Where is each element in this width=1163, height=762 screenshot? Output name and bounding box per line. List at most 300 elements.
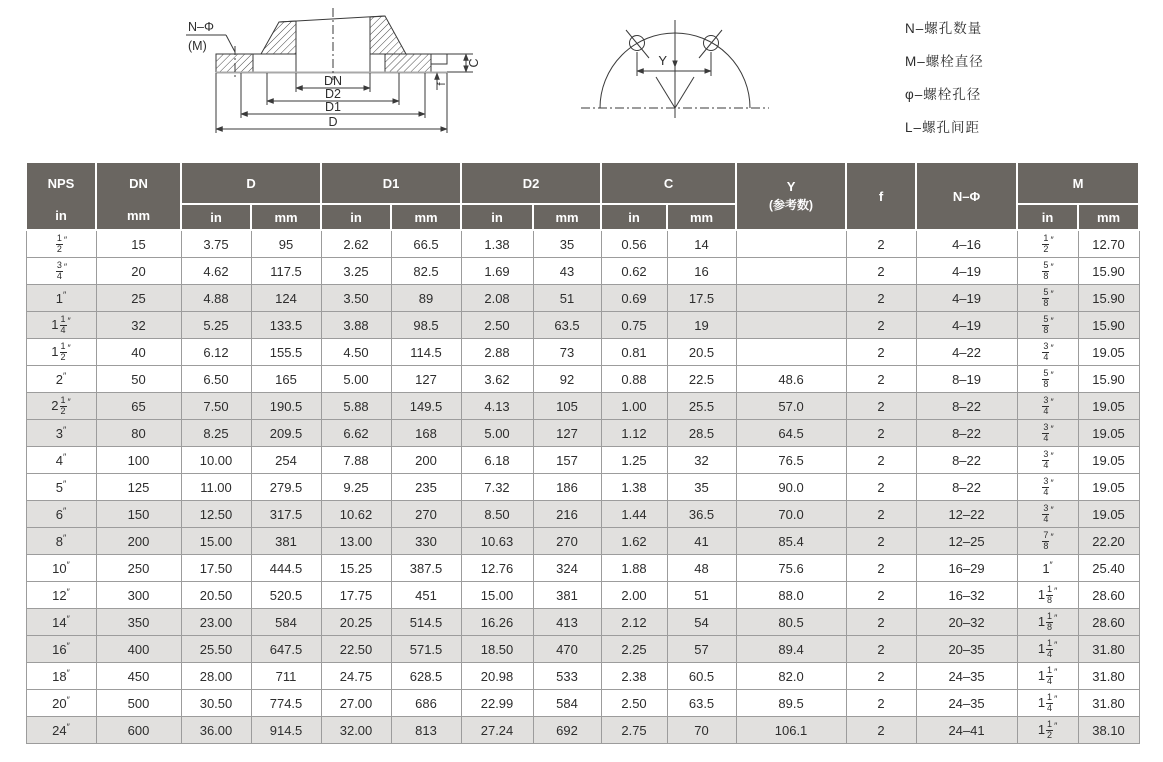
cell-m_mm: 19.05 [1078,501,1139,528]
header-d1-mm: mm [391,204,461,230]
cell-d1_mm: 149.5 [391,393,461,420]
cell-c_mm: 60.5 [667,663,736,690]
cell-nps: $\frac{3}{4}$ ″ [26,258,96,285]
cell-dn: 600 [96,717,181,744]
cell-d_in: 10.00 [181,447,251,474]
cell-c_mm: 41 [667,528,736,555]
cell-d1_in: 7.88 [321,447,391,474]
cell-m_in: $\frac{1}{2}$ ″ [1017,230,1078,258]
cell-nps: 3″ [26,420,96,447]
cell-c_mm: 19 [667,312,736,339]
cell-f: 2 [846,609,916,636]
cell-c_mm: 54 [667,609,736,636]
header-d: D [181,162,321,204]
cell-d_in: 36.00 [181,717,251,744]
cell-dn: 500 [96,690,181,717]
header-y: Y (参考数) [736,162,846,230]
header-d2-mm: mm [533,204,601,230]
cell-m_mm: 19.05 [1078,339,1139,366]
cell-d1_in: 27.00 [321,690,391,717]
cell-y [736,230,846,258]
cell-d1_in: 3.88 [321,312,391,339]
cell-d1_mm: 571.5 [391,636,461,663]
cell-d1_in: 32.00 [321,717,391,744]
cell-f: 2 [846,636,916,663]
cell-d_in: 12.50 [181,501,251,528]
cell-f: 2 [846,447,916,474]
legend-item-phi: φ–螺栓孔径 [905,87,982,102]
cell-y: 106.1 [736,717,846,744]
cell-d1_in: 9.25 [321,474,391,501]
cell-m_mm: 19.05 [1078,447,1139,474]
table-row [26,609,1139,636]
cell-nps: 16″ [26,636,96,663]
cell-c_mm: 51 [667,582,736,609]
cell-y: 89.4 [736,636,846,663]
cell-d2_mm: 692 [533,717,601,744]
cell-n_phi: 4–19 [916,285,1017,312]
cell-d1_in: 3.50 [321,285,391,312]
cell-nps: 18″ [26,663,96,690]
cell-y [736,258,846,285]
cell-c_mm: 36.5 [667,501,736,528]
cell-f: 2 [846,258,916,285]
cell-d_in: 28.00 [181,663,251,690]
cell-c_in: 1.88 [601,555,667,582]
table-header [26,162,1139,230]
table-body [26,230,1139,744]
cell-d2_in: 27.24 [461,717,533,744]
cell-nps: 1 $\frac{1}{4}$ ″ [26,312,96,339]
cell-d_in: 5.25 [181,312,251,339]
dn-label: DN [323,74,343,88]
cell-n_phi: 4–19 [916,312,1017,339]
cell-dn: 300 [96,582,181,609]
cell-d2_in: 2.50 [461,312,533,339]
cell-f: 2 [846,285,916,312]
cell-m_in: $\frac{3}{4}$ ″ [1017,501,1078,528]
cell-y: 85.4 [736,528,846,555]
cell-d_mm: 190.5 [251,393,321,420]
cell-d2_mm: 157 [533,447,601,474]
cell-c_in: 1.62 [601,528,667,555]
cell-c_mm: 63.5 [667,690,736,717]
table-row [26,339,1139,366]
cell-n_phi: 20–35 [916,636,1017,663]
cell-d1_mm: 387.5 [391,555,461,582]
cell-d_in: 4.62 [181,258,251,285]
cell-m_in: 1 $\frac{1}{4}$ ″ [1017,663,1078,690]
cell-m_mm: 28.60 [1078,582,1139,609]
cell-y: 75.6 [736,555,846,582]
cell-m_in: $\frac{3}{4}$ ″ [1017,339,1078,366]
cell-d1_in: 13.00 [321,528,391,555]
cell-d2_mm: 105 [533,393,601,420]
header-d-in: in [181,204,251,230]
cell-y: 90.0 [736,474,846,501]
cell-d_mm: 133.5 [251,312,321,339]
cell-d_in: 3.75 [181,230,251,258]
cell-d_mm: 711 [251,663,321,690]
cell-d2_mm: 127 [533,420,601,447]
cell-nps: 2″ [26,366,96,393]
cell-n_phi: 4–22 [916,339,1017,366]
cell-d2_mm: 73 [533,339,601,366]
cell-d_in: 11.00 [181,474,251,501]
cell-d_in: 17.50 [181,555,251,582]
cell-c_in: 0.56 [601,230,667,258]
cell-m_mm: 19.05 [1078,474,1139,501]
cell-nps: 24″ [26,717,96,744]
cell-m_in: $\frac{3}{4}$ ″ [1017,420,1078,447]
flange-section-drawing [148,2,498,154]
cell-c_mm: 20.5 [667,339,736,366]
cell-f: 2 [846,501,916,528]
cell-d_mm: 584 [251,609,321,636]
cell-d2_in: 4.13 [461,393,533,420]
cell-y [736,312,846,339]
cell-d2_mm: 92 [533,366,601,393]
cell-c_in: 1.44 [601,501,667,528]
cell-d_mm: 381 [251,528,321,555]
cell-c_mm: 28.5 [667,420,736,447]
legend-item-n: N–螺孔数量 [905,21,983,36]
cell-f: 2 [846,312,916,339]
cell-d2_in: 5.00 [461,420,533,447]
cell-d_in: 20.50 [181,582,251,609]
cell-d1_mm: 89 [391,285,461,312]
cell-n_phi: 8–22 [916,447,1017,474]
cell-c_mm: 22.5 [667,366,736,393]
header-c-mm: mm [667,204,736,230]
cell-n_phi: 24–35 [916,690,1017,717]
cell-d1_mm: 686 [391,690,461,717]
cell-c_in: 2.50 [601,690,667,717]
cell-dn: 50 [96,366,181,393]
cell-d2_mm: 51 [533,285,601,312]
cell-f: 2 [846,420,916,447]
cell-d_mm: 124 [251,285,321,312]
cell-m_in: 1 $\frac{1}{2}$ ″ [1017,717,1078,744]
cell-y: 57.0 [736,393,846,420]
cell-y: 76.5 [736,447,846,474]
cell-m_in: $\frac{5}{8}$ ″ [1017,366,1078,393]
cell-d2_in: 7.32 [461,474,533,501]
cell-d_mm: 254 [251,447,321,474]
cell-f: 2 [846,690,916,717]
header-n-phi: N–Φ [916,162,1017,230]
c-label: C [467,58,481,68]
cell-nps: 20″ [26,690,96,717]
cell-f: 2 [846,393,916,420]
table-row [26,393,1139,420]
cell-m_mm: 15.90 [1078,312,1139,339]
cell-f: 2 [846,717,916,744]
cell-f: 2 [846,474,916,501]
cell-d1_in: 6.62 [321,420,391,447]
d2-label: D2 [325,87,341,101]
cell-n_phi: 24–35 [916,663,1017,690]
cell-c_in: 0.81 [601,339,667,366]
cell-n_phi: 8–22 [916,393,1017,420]
cell-d1_in: 24.75 [321,663,391,690]
table-row [26,312,1139,339]
cell-dn: 80 [96,420,181,447]
cell-d2_mm: 381 [533,582,601,609]
cell-d1_mm: 270 [391,501,461,528]
cell-c_mm: 14 [667,230,736,258]
cell-d2_in: 12.76 [461,555,533,582]
cell-d2_mm: 470 [533,636,601,663]
cell-nps: 6″ [26,501,96,528]
cell-d2_mm: 35 [533,230,601,258]
cell-m_in: $\frac{5}{8}$ ″ [1017,312,1078,339]
cell-d1_mm: 168 [391,420,461,447]
cell-dn: 20 [96,258,181,285]
cell-y: 82.0 [736,663,846,690]
cell-d2_mm: 413 [533,609,601,636]
cell-nps: 5″ [26,474,96,501]
cell-nps: 1 $\frac{1}{2}$ ″ [26,339,96,366]
header-d1: D1 [321,162,461,204]
cell-n_phi: 12–22 [916,501,1017,528]
cell-m_mm: 31.80 [1078,663,1139,690]
table-row [26,420,1139,447]
header-m: M [1017,162,1139,204]
cell-m_in: 1 $\frac{1}{4}$ ″ [1017,636,1078,663]
cell-d1_in: 4.50 [321,339,391,366]
cell-d1_mm: 114.5 [391,339,461,366]
cell-d_in: 7.50 [181,393,251,420]
table-row [26,663,1139,690]
table-row [26,582,1139,609]
cell-nps: 14″ [26,609,96,636]
cell-n_phi: 16–29 [916,555,1017,582]
cell-d2_in: 22.99 [461,690,533,717]
header-c: C [601,162,736,204]
cell-c_in: 1.00 [601,393,667,420]
cell-d_mm: 165 [251,366,321,393]
n-phi-label: N–Φ [188,20,214,34]
cell-dn: 15 [96,230,181,258]
cell-n_phi: 8–19 [916,366,1017,393]
cell-d_mm: 317.5 [251,501,321,528]
cell-dn: 250 [96,555,181,582]
cell-d2_mm: 324 [533,555,601,582]
cell-f: 2 [846,555,916,582]
right-flange-ring [385,54,431,72]
cell-dn: 25 [96,285,181,312]
cell-d2_mm: 270 [533,528,601,555]
cell-n_phi: 4–16 [916,230,1017,258]
cell-m_mm: 19.05 [1078,393,1139,420]
cell-dn: 100 [96,447,181,474]
cell-m_mm: 15.90 [1078,366,1139,393]
cell-c_mm: 25.5 [667,393,736,420]
header-d1-in: in [321,204,391,230]
cell-d_mm: 209.5 [251,420,321,447]
cell-d1_mm: 66.5 [391,230,461,258]
cell-m_in: $\frac{5}{8}$ ″ [1017,285,1078,312]
table-row [26,447,1139,474]
cell-c_in: 2.00 [601,582,667,609]
cell-nps: $\frac{1}{2}$ ″ [26,230,96,258]
cell-d2_in: 1.38 [461,230,533,258]
cell-n_phi: 24–41 [916,717,1017,744]
cell-c_mm: 48 [667,555,736,582]
table-row [26,285,1139,312]
cell-c_in: 0.75 [601,312,667,339]
table-row [26,258,1139,285]
f-label: f [436,82,448,86]
cell-c_in: 2.75 [601,717,667,744]
cell-d1_mm: 628.5 [391,663,461,690]
cell-d_mm: 155.5 [251,339,321,366]
cell-m_in: $\frac{7}{8}$ ″ [1017,528,1078,555]
cell-d1_mm: 330 [391,528,461,555]
bolt-circle-drawing [563,0,863,150]
cell-d1_mm: 98.5 [391,312,461,339]
legend-item-l: L–螺孔间距 [905,120,981,135]
cell-c_in: 0.88 [601,366,667,393]
cell-d2_in: 8.50 [461,501,533,528]
cell-y: 70.0 [736,501,846,528]
cell-d2_in: 2.08 [461,285,533,312]
cell-m_mm: 15.90 [1078,258,1139,285]
header-d-mm: mm [251,204,321,230]
cell-d1_mm: 200 [391,447,461,474]
cell-f: 2 [846,230,916,258]
cell-d1_in: 17.75 [321,582,391,609]
cell-m_in: 1 $\frac{1}{8}$ ″ [1017,609,1078,636]
cell-d2_mm: 63.5 [533,312,601,339]
cell-m_in: 1 $\frac{1}{8}$ ″ [1017,582,1078,609]
cell-d1_mm: 451 [391,582,461,609]
cell-m_in: $\frac{3}{4}$ ″ [1017,474,1078,501]
cell-d2_mm: 216 [533,501,601,528]
table-row [26,474,1139,501]
cell-y: 89.5 [736,690,846,717]
cell-n_phi: 20–32 [916,609,1017,636]
header-nps: NPS in [26,162,96,230]
cell-m_mm: 28.60 [1078,609,1139,636]
d1-label: D1 [325,100,341,114]
cell-d1_mm: 813 [391,717,461,744]
cell-d1_in: 2.62 [321,230,391,258]
cell-f: 2 [846,366,916,393]
cell-dn: 450 [96,663,181,690]
cell-d2_in: 20.98 [461,663,533,690]
cell-c_in: 1.12 [601,420,667,447]
cell-m_mm: 31.80 [1078,636,1139,663]
cell-d_in: 6.50 [181,366,251,393]
cell-d1_mm: 127 [391,366,461,393]
cell-d1_in: 10.62 [321,501,391,528]
table-row [26,528,1139,555]
cell-d2_in: 3.62 [461,366,533,393]
cell-d_mm: 279.5 [251,474,321,501]
header-c-in: in [601,204,667,230]
cell-m_mm: 31.80 [1078,690,1139,717]
cell-c_in: 2.25 [601,636,667,663]
cell-n_phi: 16–32 [916,582,1017,609]
cell-dn: 350 [96,609,181,636]
cell-c_mm: 57 [667,636,736,663]
table-row [26,555,1139,582]
cell-d_mm: 647.5 [251,636,321,663]
cell-nps: 12″ [26,582,96,609]
table-row [26,366,1139,393]
cell-c_mm: 17.5 [667,285,736,312]
left-hub-wall [261,21,296,54]
cell-d2_in: 18.50 [461,636,533,663]
cell-nps: 2 $\frac{1}{2}$ ″ [26,393,96,420]
cell-nps: 4″ [26,447,96,474]
cell-d_mm: 95 [251,230,321,258]
cell-m_mm: 38.10 [1078,717,1139,744]
cell-dn: 150 [96,501,181,528]
cell-dn: 400 [96,636,181,663]
table-row [26,636,1139,663]
cell-f: 2 [846,339,916,366]
cell-y: 88.0 [736,582,846,609]
cell-dn: 40 [96,339,181,366]
cell-dn: 32 [96,312,181,339]
legend [905,22,984,154]
cell-d1_in: 22.50 [321,636,391,663]
cell-m_in: $\frac{3}{4}$ ″ [1017,393,1078,420]
cell-d_mm: 774.5 [251,690,321,717]
cell-d2_in: 2.88 [461,339,533,366]
cell-y [736,285,846,312]
cell-c_mm: 70 [667,717,736,744]
cell-d1_in: 5.00 [321,366,391,393]
cell-d_mm: 117.5 [251,258,321,285]
header-m-mm: mm [1078,204,1139,230]
cell-c_in: 2.12 [601,609,667,636]
cell-d2_mm: 186 [533,474,601,501]
cell-d_in: 6.12 [181,339,251,366]
cell-f: 2 [846,582,916,609]
cell-d1_in: 5.88 [321,393,391,420]
cell-d_in: 4.88 [181,285,251,312]
cell-d2_mm: 584 [533,690,601,717]
y-label: Y [658,53,667,68]
cell-nps: 10″ [26,555,96,582]
cell-dn: 125 [96,474,181,501]
cell-d2_in: 6.18 [461,447,533,474]
cell-y: 64.5 [736,420,846,447]
cell-m_mm: 25.40 [1078,555,1139,582]
cell-c_in: 0.62 [601,258,667,285]
cell-d_in: 30.50 [181,690,251,717]
cell-n_phi: 4–19 [916,258,1017,285]
cell-c_in: 1.25 [601,447,667,474]
cell-d1_mm: 82.5 [391,258,461,285]
m-label: (M) [188,39,207,53]
cell-m_mm: 15.90 [1078,285,1139,312]
cell-c_in: 1.38 [601,474,667,501]
cell-d_in: 23.00 [181,609,251,636]
cell-m_in: 1″ [1017,555,1078,582]
cell-d2_in: 1.69 [461,258,533,285]
cell-y: 48.6 [736,366,846,393]
cell-d_in: 25.50 [181,636,251,663]
header-dn: DN mm [96,162,181,230]
header-f: f [846,162,916,230]
cell-m_mm: 22.20 [1078,528,1139,555]
d-label: D [328,115,338,129]
